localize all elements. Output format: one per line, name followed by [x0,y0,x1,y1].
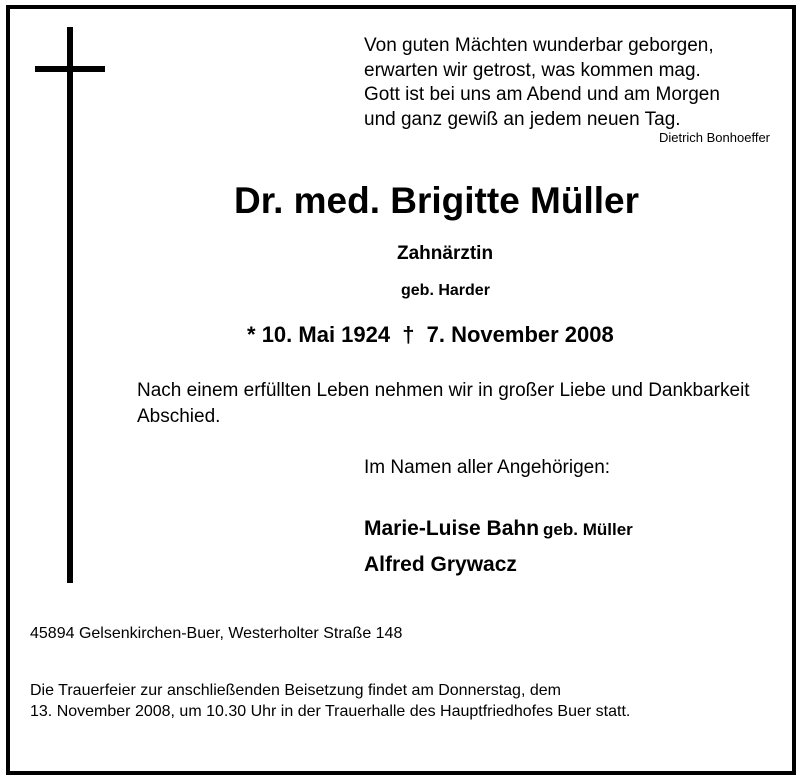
deceased-birth-name: geb. Harder [401,282,490,299]
funeral-line: Die Trauerfeier zur anschließenden Beisetzung findet am Donnerstag, dem [30,682,561,699]
relative-full-name: Marie-Luise Bahn [364,517,540,540]
cross-icon [67,27,73,583]
relative-name [364,547,633,582]
poem-author: Dietrich Bonhoeffer [658,130,770,145]
relative-name [364,511,633,547]
relatives-list [364,511,633,582]
birth-symbol: * [247,322,256,347]
address: 45894 Gelsenkirchen-Buer, Westerholter Straße 148 [30,625,403,642]
cross-icon-bar [35,66,105,72]
poem-line: Gott ist bei uns am Abend und am Morgen [364,84,720,105]
poem-line: Von guten Mächten wunderbar geborgen, [364,35,714,56]
poem-line: erwarten wir getrost, was kommen mag. [364,59,701,81]
farewell-message: Nach einem erfüllten Leben nehmen wir in großer Liebe und Dankbarkeit Abschied. [137,380,750,427]
death-cross-icon: † [402,322,415,347]
life-dates [247,322,614,348]
death-date: 7. November 2008 [426,322,614,347]
poem-line: und ganz gewiß an jedem neuen Tag. [364,108,681,130]
relative-full-name: Alfred Grywacz [364,553,517,576]
signature-intro: Im Namen aller Angehörigen: [364,457,611,478]
birth-date: 10. Mai 1924 [261,322,391,347]
deceased-name: Dr. med. Brigitte Müller [234,180,640,221]
poem [364,34,784,132]
funeral-notice [30,680,780,722]
relative-birth-name: geb. Müller [543,520,633,539]
funeral-line: 13. November 2008, um 10.30 Uhr in der Trauerhalle des Hauptfriedhofes Buer statt. [30,703,631,720]
deceased-profession: Zahnärztin [397,243,494,264]
